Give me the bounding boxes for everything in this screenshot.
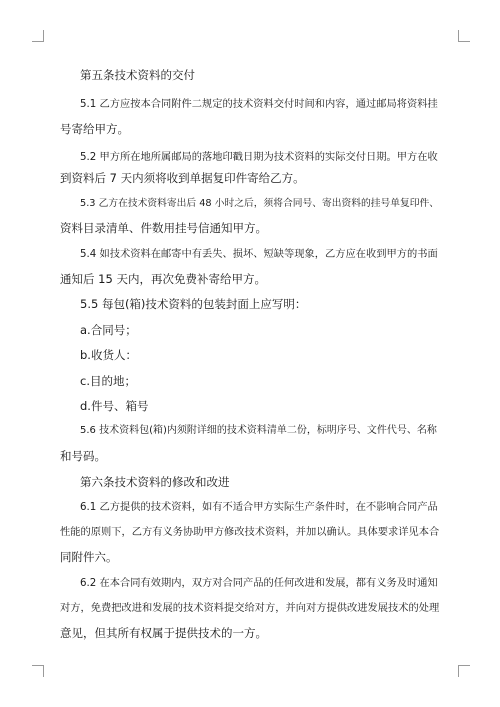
crop-mark-top-right	[458, 30, 470, 42]
list-item: c.目的地；	[80, 374, 136, 388]
clause-line: 6.1 乙方提供的技术资料，如有不适合甲方实际生产条件时，在不影响合同产品	[80, 501, 438, 513]
clause-line: 资料目录清单、件数用挂号信通知甲方。	[60, 221, 267, 235]
crop-mark-bottom-left	[32, 665, 44, 677]
list-item: d.件号、箱号	[80, 399, 149, 413]
clause-line: 5.4 如技术资料在邮寄中有丢失、损坏、短缺等现象，乙方应在收到甲方的书面	[80, 248, 438, 260]
clause-line: 号寄给甲方。	[60, 122, 129, 136]
clause-line: 通知后 15 天内，再次免费补寄给甲方。	[60, 272, 266, 286]
clause-line: 5.2 甲方所在地所属邮局的落地印戳日期为技术资料的实际交付日期。甲方在收	[80, 151, 438, 163]
clause-line: 和号码。	[60, 449, 106, 463]
clause-line: 5.3 乙方在技术资料寄出后 48 小时之后，须将合同号、寄出资料的挂号单复印件、	[80, 198, 439, 209]
clause-line: 5.5 每包(箱)技术资料的包装封面上应写明：	[80, 297, 307, 311]
crop-mark-top-left	[32, 30, 44, 42]
clause-line: 对方，免费把改进和发展的技术资料提交给对方，并向对方提供改进发展技术的处理	[60, 602, 440, 614]
clause-line: 5.1 乙方应按本合同附件二规定的技术资料交付时间和内容，通过邮局将资料挂	[80, 98, 438, 110]
list-item: b.收货人：	[80, 348, 137, 362]
clause-line: 同附件六。	[60, 550, 118, 564]
section-heading: 第六条技术资料的修改和改进	[80, 475, 230, 489]
section-heading: 第五条技术资料的交付	[80, 68, 195, 82]
clause-line: 性能的原则下，乙方有义务协助甲方修改技术资料，并加以确认。具体要求详见本合	[60, 526, 440, 538]
clause-line: 5.6 技术资料包(箱)内须附详细的技术资料清单二份，标明序号、文件代号、名称	[80, 425, 437, 436]
clause-line: 意见，但其所有权属于提供技术的一方。	[60, 626, 267, 640]
clause-line: 6.2 在本合同有效期内，双方对合同产品的任何改进和发展，都有义务及时通知	[80, 577, 438, 589]
crop-mark-bottom-right	[458, 665, 470, 677]
clause-line: 到资料后 7 天内须将收到单据复印件寄给乙方。	[60, 171, 305, 185]
list-item: a.合同号；	[80, 323, 137, 337]
